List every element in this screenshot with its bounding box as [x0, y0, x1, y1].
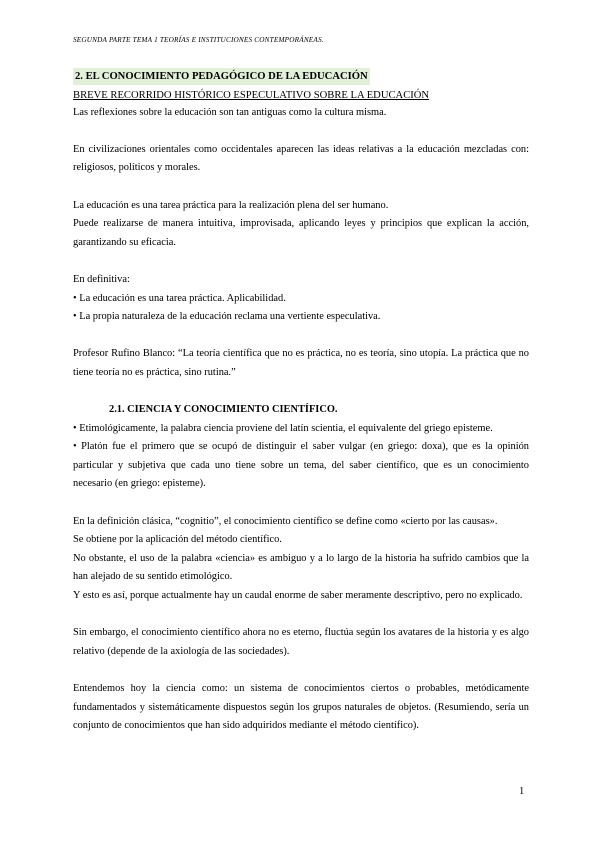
paragraph: No obstante, el uso de la palabra «ciencia» es ambiguo y a lo largo de la historia ha sufrido cambios que la han alejado de su sentido etimológico. — [73, 552, 529, 583]
quote-paragraph: Profesor Rufino Blanco: “La teoría científica que no es práctica, no es teoría, sino utopía. La práctica que no tiene teoría no es práctica, sino rutina.” — [73, 348, 529, 378]
paragraph: La educación es una tarea práctica para la realización plena del ser humano. — [73, 199, 389, 211]
paragraph: En civilizaciones orientales como occidentales aparecen las ideas relativas a la educación mezcladas con: religiosos, políticos y morales. — [73, 143, 529, 174]
paragraph: Se obtiene por la aplicación del método científico. — [73, 534, 282, 546]
document-body — [73, 68, 529, 736]
paragraph: Y esto es así, porque actualmente hay un caudal enorme de saber meramente descriptivo, pero no explicado. — [73, 590, 523, 602]
running-head: SEGUNDA PARTE TEMA 1 TEORÍAS E INSTITUCIONES CONTEMPORÁNEAS. — [73, 36, 324, 44]
section-title: 2.1. CIENCIA Y CONOCIMIENTO CIENTÍFICO. — [109, 404, 338, 416]
paragraph: En la definición clásica, “cognitio”, el conocimiento científico se define como «cierto por las causas». — [73, 515, 498, 527]
list-item: • La propia naturaleza de la educación reclama una vertiente especulativa. — [73, 311, 381, 323]
paragraph: Las reflexiones sobre la educación son tan antiguas como la cultura misma. — [73, 106, 387, 118]
paragraph: Entendemos hoy la ciencia como: un sistema de conocimientos ciertos o probables, metódicamente fundamentados y sistemáticamente dispuestos según los grupos naturales de objetos. (Resumiendo, sería un conjunto de conocimientos que han sido adquiridos mediante el método científico). — [73, 683, 529, 732]
page-number: 1 — [519, 786, 525, 797]
list-item: • La educación es una tarea práctica. Aplicabilidad. — [73, 292, 286, 304]
heading-subtitle: BREVE RECORRIDO HISTÓRICO ESPECULATIVO SOBRE LA EDUCACIÓN — [73, 89, 430, 101]
heading-title: 2. EL CONOCIMIENTO PEDAGÓGICO DE LA EDUCACIÓN — [73, 68, 370, 85]
paragraph: Sin embargo, el conocimiento científico ahora no es eterno, fluctúa según los avatares de la historia y es algo relativo (depende de la axiología de las sociedades). — [73, 627, 529, 657]
paragraph: Puede realizarse de manera intuitiva, improvisada, aplicando leyes y principios que explican la acción, garantizando su eficacia. — [73, 218, 529, 248]
list-item: • Platón fue el primero que se ocupó de distinguir el saber vulgar (en griego: doxa), que es la opinión particular y subjetiva que cada uno tiene sobre un tema, del saber científico, que es un conocimiento necesario (en griego: episteme). — [73, 441, 529, 490]
list-item: • Etimológicamente, la palabra ciencia proviene del latín scientia, el equivalente del griego episteme. — [73, 422, 493, 434]
paragraph: En definitiva: — [73, 273, 130, 285]
